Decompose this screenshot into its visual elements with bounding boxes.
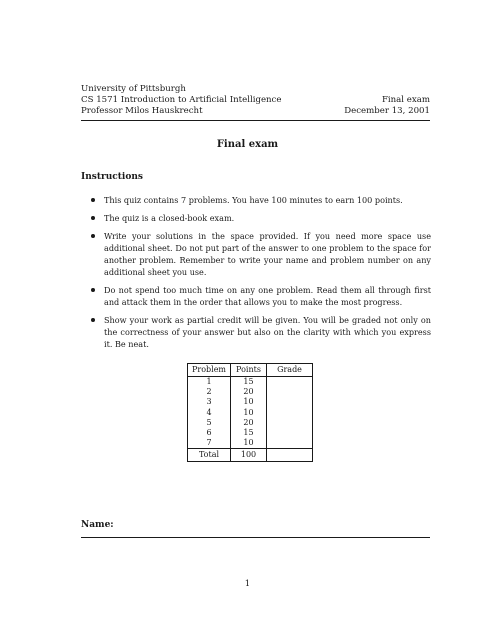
points-cell: 15 (231, 377, 267, 388)
header-exam-type: Final exam (381, 95, 430, 105)
bullet-icon (91, 198, 95, 202)
bullet-icon (91, 288, 95, 292)
problem-cell: 5 (188, 418, 231, 428)
grade-cell (267, 428, 313, 438)
grade-cell (267, 387, 313, 397)
instruction-item: Do not spend too much time on any one problem. Read them all through first and attack them in the order that allows you to make the most progress. (91, 284, 431, 308)
problem-cell: 6 (188, 428, 231, 438)
column-header-grade: Grade (267, 364, 313, 377)
header-university: University of Pittsburgh (81, 84, 186, 94)
table-row (188, 397, 313, 407)
total-label-cell: Total (188, 449, 231, 462)
instructions-heading: Instructions (81, 172, 143, 182)
table-row (188, 438, 313, 449)
points-cell: 10 (231, 397, 267, 407)
page-number: 1 (244, 579, 251, 589)
grade-cell (267, 418, 313, 428)
header-rule (81, 120, 430, 121)
grade-cell (267, 377, 313, 388)
points-cell: 20 (231, 387, 267, 397)
total-points-cell: 100 (231, 449, 267, 462)
problem-cell: 7 (188, 438, 231, 449)
instruction-item: The quiz is a closed-book exam. (91, 212, 431, 224)
problem-cell: 1 (188, 377, 231, 388)
table-row (188, 408, 313, 418)
bullet-icon (91, 318, 95, 322)
total-grade-cell (267, 449, 313, 462)
points-cell: 20 (231, 418, 267, 428)
page-title: Final exam (216, 139, 279, 150)
instructions-list (91, 194, 431, 356)
table-row (188, 428, 313, 438)
points-cell: 10 (231, 438, 267, 449)
grade-table (187, 363, 313, 462)
problem-cell: 4 (188, 408, 231, 418)
table-row (188, 418, 313, 428)
column-header-problem: Problem (188, 364, 231, 377)
name-rule (81, 537, 430, 538)
bullet-icon (91, 234, 95, 238)
points-cell: 15 (231, 428, 267, 438)
table-total-row (188, 449, 313, 462)
name-label: Name: (81, 520, 114, 530)
instruction-item: Show your work as partial credit will be given. You will be graded not only on the correctness of your answer but also on the clarity with which you express it. Be neat. (91, 314, 431, 350)
grade-cell (267, 438, 313, 449)
instruction-item: This quiz contains 7 problems. You have 100 minutes to earn 100 points. (91, 194, 431, 206)
grade-cell (267, 408, 313, 418)
instruction-item: Write your solutions in the space provided. If you need more space use additional sheet. Do not put part of the answer to one problem to the space for another problem. Remember to write your name and problem number on any additional sheet you use. (91, 230, 431, 278)
header-professor: Professor Milos Hauskrecht (81, 106, 203, 116)
header-course: CS 1571 Introduction to Artificial Intelligence (81, 95, 282, 105)
grade-cell (267, 397, 313, 407)
table-row (188, 377, 313, 388)
column-header-points: Points (231, 364, 267, 377)
problem-cell: 3 (188, 397, 231, 407)
table-row (188, 387, 313, 397)
problem-cell: 2 (188, 387, 231, 397)
points-cell: 10 (231, 408, 267, 418)
header-date: December 13, 2001 (344, 106, 430, 116)
bullet-icon (91, 216, 95, 220)
table-header-row (188, 364, 313, 377)
